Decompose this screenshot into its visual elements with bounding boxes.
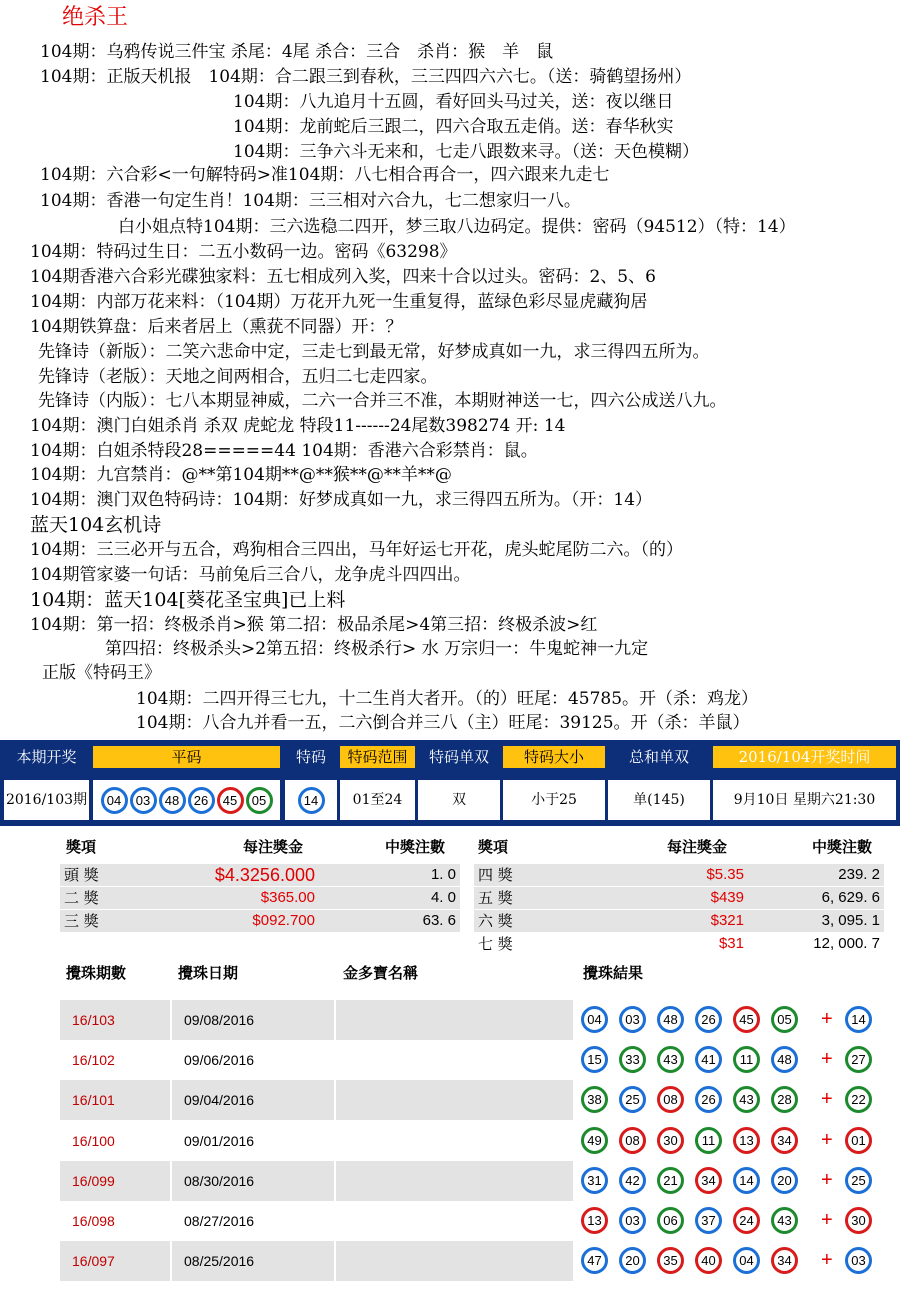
prediction-line: 104期：特码过生日：二五小数码一边。密码《63298》 bbox=[30, 242, 457, 262]
special-odd-even: 双 bbox=[418, 780, 500, 820]
prize-row bbox=[474, 864, 884, 886]
result-ball: 03 bbox=[619, 1006, 646, 1033]
special-ball-cell bbox=[285, 780, 337, 820]
history-period: 16/098 bbox=[72, 1213, 115, 1229]
history-row bbox=[60, 1000, 885, 1040]
result-ball: 26 bbox=[695, 1006, 722, 1033]
history-col-result: 攪珠結果 bbox=[583, 964, 644, 982]
regular-ball: 26 bbox=[188, 787, 215, 814]
result-ball: 25 bbox=[619, 1086, 646, 1113]
result-ball: 37 bbox=[695, 1207, 722, 1234]
history-name bbox=[336, 1000, 573, 1040]
header-special-odd-even: 特码单双 bbox=[418, 746, 500, 768]
sum-odd-even: 单(145) bbox=[608, 780, 710, 820]
header-special-range: 特码范围 bbox=[340, 746, 415, 768]
prediction-line: 104期：龙前蛇后三跟二，四六合取五走俏。送：春华秋实 bbox=[233, 117, 674, 137]
plus-icon: + bbox=[821, 1209, 833, 1231]
prize-amount: $365.00 bbox=[260, 889, 315, 906]
prediction-line: 104期：澳门双色特码诗：104期：好梦成真如一九，求三得四五所为。（开：14） bbox=[30, 490, 653, 510]
prize-amount: $321 bbox=[710, 912, 744, 929]
result-ball: 49 bbox=[581, 1127, 608, 1154]
plus-icon: + bbox=[821, 1088, 833, 1111]
result-ball: 40 bbox=[695, 1247, 722, 1274]
history-period: 16/099 bbox=[60, 1161, 170, 1201]
prediction-line: 先锋诗（新版）：二笑六悲命中定，三走七到最无常，好梦成真如一九，求三得四五所为。 bbox=[38, 342, 710, 362]
result-ball: 04 bbox=[733, 1247, 760, 1274]
history-row bbox=[60, 1161, 885, 1201]
prize-name: 七 獎 bbox=[478, 935, 513, 953]
prize-name: 四 獎 bbox=[478, 866, 513, 884]
plus-icon: + bbox=[821, 1249, 833, 1272]
result-ball: 34 bbox=[695, 1167, 722, 1194]
history-row bbox=[60, 1201, 885, 1241]
history-result bbox=[575, 1241, 885, 1281]
history-result bbox=[575, 1080, 885, 1120]
prediction-line: 104期：九宫禁肖：@**第104期**@**猴**@**羊**@ bbox=[30, 465, 452, 485]
result-ball: 05 bbox=[771, 1006, 798, 1033]
prize-count: 239. 2 bbox=[838, 866, 880, 883]
prize-row bbox=[474, 910, 884, 932]
prize-name: 五 獎 bbox=[478, 889, 513, 907]
prediction-line: 先锋诗（老版）：天地之间两相合，五归二七走四家。 bbox=[38, 367, 438, 387]
history-col-date: 攪珠日期 bbox=[178, 964, 239, 982]
result-ball: 20 bbox=[619, 1247, 646, 1274]
prize-amount: $4.3256.000 bbox=[214, 865, 315, 885]
prize-col-name: 獎項 bbox=[66, 838, 97, 856]
prize-count: 1. 0 bbox=[430, 866, 456, 883]
prize-count: 12, 000. 7 bbox=[813, 935, 880, 952]
result-ball: 14 bbox=[733, 1167, 760, 1194]
result-special-ball: 14 bbox=[845, 1006, 872, 1033]
result-special-ball: 27 bbox=[845, 1046, 872, 1073]
history-period: 16/101 bbox=[60, 1080, 170, 1120]
result-ball: 45 bbox=[733, 1006, 760, 1033]
history-date: 09/08/2016 bbox=[172, 1000, 334, 1040]
regular-ball: 45 bbox=[217, 787, 244, 814]
prediction-line: 104期：内部万花来料：（104期）万花开九死一生重复得，蓝绿色彩尽显虎藏狗居 bbox=[30, 292, 648, 312]
regular-balls bbox=[93, 780, 280, 820]
result-special-ball: 25 bbox=[845, 1167, 872, 1194]
history-period: 16/097 bbox=[60, 1241, 170, 1281]
prediction-line: 104期：二四开得三七九，十二生肖大者开。（的）旺尾：45785。开（杀：鸡龙） bbox=[136, 689, 759, 709]
result-ball: 08 bbox=[657, 1086, 684, 1113]
result-ball: 30 bbox=[657, 1127, 684, 1154]
result-ball: 24 bbox=[733, 1207, 760, 1234]
prediction-line: 104期：香港一句定生肖！104期：三三相对六合九，七二想家归一八。 bbox=[40, 191, 581, 211]
history-name bbox=[336, 1121, 573, 1161]
header-current-draw: 本期开奖 bbox=[4, 746, 89, 768]
page-title: 绝杀王 bbox=[62, 5, 129, 30]
prize-count: 6, 629. 6 bbox=[821, 889, 880, 906]
result-ball: 06 bbox=[657, 1207, 684, 1234]
next-draw-time: 9月10日 星期六21:30 bbox=[713, 780, 896, 820]
prediction-line: 104期：三争六斗无来和，七走八跟数来寻。（送：天色模糊） bbox=[233, 142, 699, 162]
history-period: 16/103 bbox=[60, 1000, 170, 1040]
special-range: 01至24 bbox=[340, 780, 415, 820]
prediction-line: 先锋诗（内版）：七八本期显神威，二六一合并三不准，本期财神送一七，四六公成送八九。 bbox=[38, 391, 727, 411]
result-ball: 21 bbox=[657, 1167, 684, 1194]
prediction-line: 蓝天104玄机诗 bbox=[30, 514, 162, 536]
prize-col-name: 獎項 bbox=[478, 838, 509, 856]
result-special-ball: 01 bbox=[845, 1127, 872, 1154]
prize-count: 4. 0 bbox=[430, 889, 456, 906]
prize-col-count: 中獎注數 bbox=[385, 838, 446, 856]
history-date: 09/04/2016 bbox=[172, 1080, 334, 1120]
history-date: 09/06/2016 bbox=[184, 1052, 255, 1069]
prize-amount: $31 bbox=[718, 935, 744, 952]
prize-amount: $5.35 bbox=[706, 866, 744, 883]
prize-row bbox=[474, 887, 884, 909]
prize-name: 二 獎 bbox=[64, 889, 99, 907]
history-date: 09/01/2016 bbox=[184, 1132, 255, 1149]
regular-ball: 48 bbox=[159, 787, 186, 814]
plus-icon: + bbox=[821, 1048, 833, 1071]
result-ball: 28 bbox=[771, 1086, 798, 1113]
prize-amount: $092.700 bbox=[252, 912, 315, 929]
plus-icon: + bbox=[821, 1008, 833, 1030]
prediction-line: 白小姐点特104期：三六选稳二四开，梦三取八边码定。提供：密码（94512）（特：14） bbox=[118, 217, 796, 237]
prize-col-count: 中獎注數 bbox=[812, 838, 873, 856]
prize-row bbox=[60, 864, 460, 886]
header-special-number: 特码 bbox=[285, 746, 337, 768]
result-ball: 34 bbox=[771, 1247, 798, 1274]
history-col-name: 金多寶名稱 bbox=[343, 964, 419, 982]
result-ball: 03 bbox=[619, 1207, 646, 1234]
result-ball: 13 bbox=[733, 1127, 760, 1154]
result-ball: 43 bbox=[771, 1207, 798, 1234]
prize-table bbox=[0, 836, 900, 956]
prediction-line: 104期：白姐杀特段28=====44 104期：香港六合彩禁肖：鼠。 bbox=[30, 441, 538, 461]
result-ball: 31 bbox=[581, 1167, 608, 1194]
history-name bbox=[336, 1080, 573, 1120]
prediction-line: 104期：第一招：终极杀肖>猴 第二招：极品杀尾>4第三招：终极杀波>红 bbox=[30, 615, 598, 635]
history-date: 08/30/2016 bbox=[172, 1161, 334, 1201]
history-name bbox=[336, 1161, 573, 1201]
prediction-line: 104期：三三必开与五合，鸡狗相合三四出，马年好运七开花，虎头蛇尾防二六。（的） bbox=[30, 540, 683, 560]
result-ball: 26 bbox=[695, 1086, 722, 1113]
prediction-line: 104期管家婆一句话：马前兔后三合八，龙争虎斗四四出。 bbox=[30, 565, 471, 585]
history-result bbox=[575, 1121, 885, 1161]
prediction-line: 第四招：终极杀头>2第五招：终极杀行> 水 万宗归一：牛鬼蛇神一九定 bbox=[105, 639, 649, 659]
history-period: 16/102 bbox=[72, 1052, 115, 1069]
result-ball: 43 bbox=[657, 1046, 684, 1073]
prize-col-amount: 每注獎金 bbox=[667, 838, 728, 856]
prize-count: 3, 095. 1 bbox=[821, 912, 880, 929]
history-col-period: 攪珠期數 bbox=[66, 964, 127, 982]
prediction-line: 104期：六合彩<一句解特码>准104期：八七相合再合一，四六跟来九走七 bbox=[40, 165, 610, 185]
result-ball: 41 bbox=[695, 1046, 722, 1073]
prize-count: 63. 6 bbox=[422, 912, 456, 929]
history-row bbox=[60, 1080, 885, 1120]
history-date: 08/27/2016 bbox=[184, 1213, 255, 1229]
prize-name: 三 獎 bbox=[64, 912, 99, 930]
prize-name: 六 獎 bbox=[478, 912, 513, 930]
prediction-line: 104期：澳门白姐杀肖 杀双 虎蛇龙 特段11------24尾数398274 开: 14 bbox=[30, 416, 566, 436]
regular-ball: 05 bbox=[246, 787, 273, 814]
result-ball: 43 bbox=[733, 1086, 760, 1113]
result-ball: 47 bbox=[581, 1247, 608, 1274]
history-row bbox=[60, 1040, 885, 1080]
header-special-size: 特码大小 bbox=[503, 746, 605, 768]
result-special-ball: 03 bbox=[845, 1247, 872, 1274]
result-ball: 33 bbox=[619, 1046, 646, 1073]
history-result bbox=[575, 1040, 885, 1080]
history-date: 08/25/2016 bbox=[172, 1241, 334, 1281]
prize-row bbox=[60, 910, 460, 932]
result-ball: 08 bbox=[619, 1127, 646, 1154]
result-ball: 04 bbox=[581, 1006, 608, 1033]
history-result bbox=[575, 1161, 885, 1201]
history-result bbox=[575, 1201, 885, 1241]
header-sum-odd-even: 总和单双 bbox=[608, 746, 710, 768]
prediction-line: 104期：八九追月十五圆，看好回头马过关，送：夜以继日 bbox=[233, 92, 674, 112]
regular-ball: 04 bbox=[101, 787, 128, 814]
history-result bbox=[575, 1000, 885, 1040]
special-size: 小于25 bbox=[503, 780, 605, 820]
current-period: 2016/103期 bbox=[4, 780, 89, 820]
result-special-ball: 30 bbox=[845, 1207, 872, 1234]
result-ball: 13 bbox=[581, 1207, 608, 1234]
result-ball: 15 bbox=[581, 1046, 608, 1073]
regular-ball: 03 bbox=[130, 787, 157, 814]
result-special-ball: 22 bbox=[845, 1086, 872, 1113]
history-row bbox=[60, 1241, 885, 1281]
special-ball: 14 bbox=[298, 787, 325, 814]
prediction-line: 104期：乌鸦传说三件宝 杀尾：4尾 杀合：三合 杀肖：猴 羊 鼠 bbox=[40, 42, 554, 62]
result-ball: 42 bbox=[619, 1167, 646, 1194]
prize-name: 頭 獎 bbox=[64, 866, 99, 884]
history-period: 16/100 bbox=[72, 1132, 115, 1149]
prediction-line: 104期：蓝天104[葵花圣宝典]已上料 bbox=[30, 589, 346, 611]
prize-amount: $439 bbox=[710, 889, 744, 906]
result-ball: 11 bbox=[695, 1127, 722, 1154]
header-next-draw-time: 2016/104开奖时间 bbox=[713, 746, 896, 768]
history-row bbox=[60, 1121, 885, 1161]
prize-row bbox=[60, 887, 460, 909]
result-ball: 35 bbox=[657, 1247, 684, 1274]
result-ball: 34 bbox=[771, 1127, 798, 1154]
plus-icon: + bbox=[821, 1128, 833, 1151]
prediction-line: 104期：正版天机报 104期：合二跟三到春秋，三三四四六六七。（送：骑鹤望扬州） bbox=[40, 67, 692, 87]
prize-col-amount: 每注獎金 bbox=[243, 838, 304, 856]
result-ball: 48 bbox=[771, 1046, 798, 1073]
result-ball: 38 bbox=[581, 1086, 608, 1113]
result-ball: 11 bbox=[733, 1046, 760, 1073]
prediction-line: 104期香港六合彩光碟独家料：五七相成列入奖，四来十合以过头。密码：2、5、6 bbox=[30, 267, 656, 287]
header-regular-numbers: 平码 bbox=[93, 746, 280, 768]
history-name bbox=[336, 1201, 573, 1241]
prediction-line: 104期铁算盘：后来者居上（熏莸不同器）开：？ bbox=[30, 317, 403, 337]
result-ball: 48 bbox=[657, 1006, 684, 1033]
history-name bbox=[336, 1040, 573, 1080]
prize-row bbox=[474, 933, 884, 955]
plus-icon: + bbox=[821, 1168, 833, 1191]
result-ball: 20 bbox=[771, 1167, 798, 1194]
prediction-line: 104期：八合九并看一五，二六倒合并三八（主）旺尾：39125。开（杀：羊鼠） bbox=[136, 713, 750, 733]
prediction-line: 正版《特码王》 bbox=[42, 663, 161, 683]
draw-result-table bbox=[0, 740, 900, 826]
history-name bbox=[336, 1241, 573, 1281]
